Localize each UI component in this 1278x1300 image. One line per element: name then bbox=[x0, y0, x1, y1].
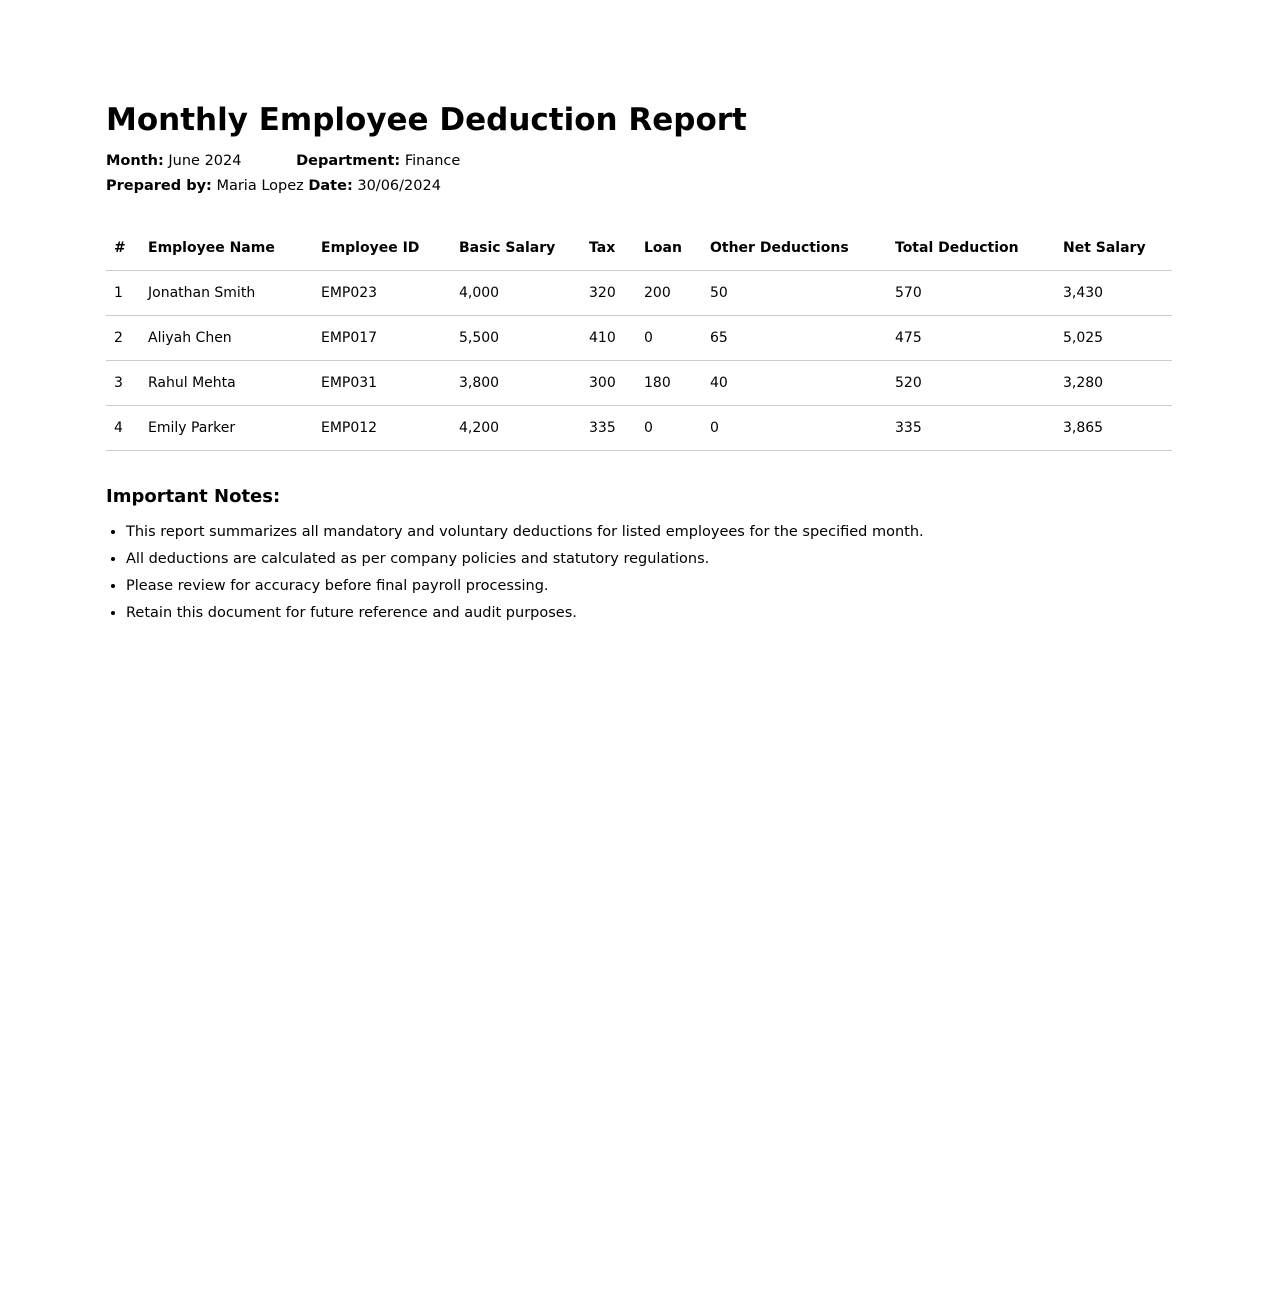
table-cell: Rahul Mehta bbox=[140, 361, 313, 406]
date-value: 30/06/2024 bbox=[357, 178, 441, 194]
table-cell: 475 bbox=[887, 316, 1055, 361]
deduction-table bbox=[106, 225, 1172, 451]
column-header: # bbox=[106, 225, 140, 271]
page-title: Monthly Employee Deduction Report bbox=[106, 102, 747, 138]
column-header: Loan bbox=[636, 225, 702, 271]
list-item: • Please review for accuracy before final payroll processing. bbox=[126, 573, 1172, 600]
table-cell: 3 bbox=[106, 361, 140, 406]
column-header: Employee Name bbox=[140, 225, 313, 271]
table-cell: 180 bbox=[636, 361, 702, 406]
column-header: Other Deductions bbox=[702, 225, 887, 271]
table-cell: 3,430 bbox=[1055, 271, 1172, 316]
date-label: Date: bbox=[308, 178, 353, 194]
department-value: Finance bbox=[404, 153, 461, 169]
prepared-by-label: Prepared by: bbox=[106, 178, 212, 194]
table-cell: 50 bbox=[702, 271, 887, 316]
column-header: Tax bbox=[581, 225, 636, 271]
table-row bbox=[106, 316, 1172, 361]
table-cell: 300 bbox=[581, 361, 636, 406]
meta-line-1 bbox=[106, 149, 1172, 174]
table-header-row bbox=[106, 225, 1172, 271]
table-cell: 0 bbox=[636, 316, 702, 361]
column-header: Net Salary bbox=[1055, 225, 1172, 271]
table-cell: 3,800 bbox=[451, 361, 581, 406]
department-label: Department: bbox=[296, 153, 401, 169]
table-cell: 200 bbox=[636, 271, 702, 316]
prepared-by-value: Maria Lopez bbox=[216, 178, 304, 194]
table-cell: EMP017 bbox=[313, 316, 451, 361]
table-cell: 570 bbox=[887, 271, 1055, 316]
notes-list bbox=[106, 519, 1172, 627]
table-cell: 4 bbox=[106, 406, 140, 451]
table-cell: Aliyah Chen bbox=[140, 316, 313, 361]
report-meta bbox=[106, 149, 1172, 199]
table-cell: 335 bbox=[581, 406, 636, 451]
table-cell: 40 bbox=[702, 361, 887, 406]
table-cell: 0 bbox=[636, 406, 702, 451]
list-item: • This report summarizes all mandatory and voluntary deductions for listed employees for the specified month. bbox=[126, 519, 1172, 546]
notes-title: Important Notes: bbox=[106, 486, 281, 507]
table-cell: 2 bbox=[106, 316, 140, 361]
table-cell: 3,865 bbox=[1055, 406, 1172, 451]
table-row bbox=[106, 361, 1172, 406]
table-cell: 520 bbox=[887, 361, 1055, 406]
column-header: Total Deduction bbox=[887, 225, 1055, 271]
table-cell: 65 bbox=[702, 316, 887, 361]
table-cell: 3,280 bbox=[1055, 361, 1172, 406]
table-row bbox=[106, 271, 1172, 316]
column-header: Employee ID bbox=[313, 225, 451, 271]
table-cell: 1 bbox=[106, 271, 140, 316]
meta-line-2 bbox=[106, 174, 1172, 199]
list-item: • Retain this document for future reference and audit purposes. bbox=[126, 600, 1172, 627]
table-cell: 0 bbox=[702, 406, 887, 451]
table-cell: 4,200 bbox=[451, 406, 581, 451]
month-label: Month: bbox=[106, 153, 164, 169]
month-value: June 2024 bbox=[168, 153, 242, 169]
table-cell: Emily Parker bbox=[140, 406, 313, 451]
table-cell: 5,500 bbox=[451, 316, 581, 361]
table-cell: 335 bbox=[887, 406, 1055, 451]
table-cell: 410 bbox=[581, 316, 636, 361]
table-cell: EMP023 bbox=[313, 271, 451, 316]
table-cell: EMP031 bbox=[313, 361, 451, 406]
table-cell: 4,000 bbox=[451, 271, 581, 316]
table-row bbox=[106, 406, 1172, 451]
column-header: Basic Salary bbox=[451, 225, 581, 271]
table-cell: Jonathan Smith bbox=[140, 271, 313, 316]
table-cell: EMP012 bbox=[313, 406, 451, 451]
list-item: • All deductions are calculated as per company policies and statutory regulations. bbox=[126, 546, 1172, 573]
table-cell: 320 bbox=[581, 271, 636, 316]
report-page bbox=[0, 0, 1278, 627]
table-cell: 5,025 bbox=[1055, 316, 1172, 361]
